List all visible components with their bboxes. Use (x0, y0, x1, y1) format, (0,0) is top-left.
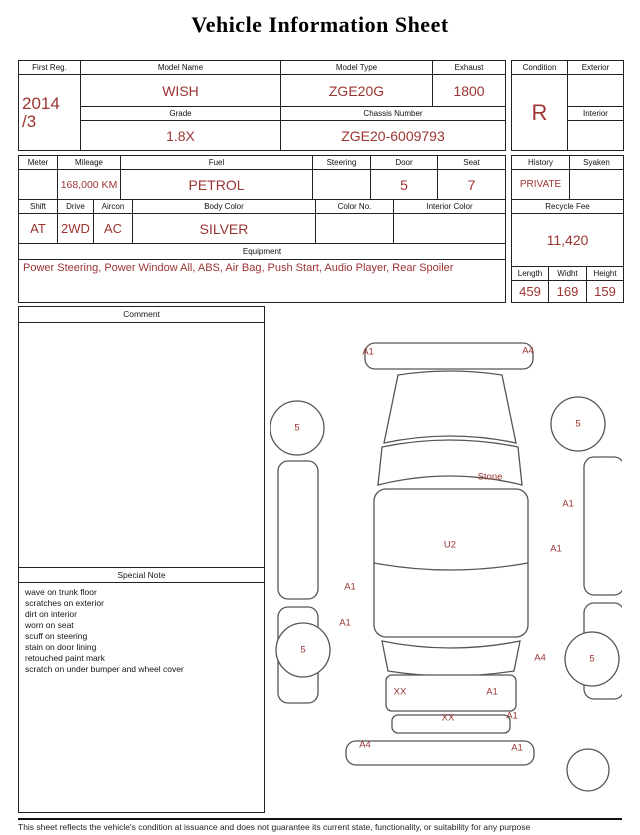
condition-value: R (512, 75, 568, 151)
spec-section (18, 155, 624, 303)
interior-label: Interior (568, 107, 624, 121)
special-note-item: wave on trunk floor (25, 587, 97, 597)
left-door-panel-shape (278, 461, 318, 599)
interior-color-label: Interior Color (394, 200, 506, 214)
special-note-item: scratches on exterior (25, 598, 104, 609)
steering-label: Steering (313, 156, 371, 170)
damage-code-label: A4 (534, 652, 546, 664)
spec-table-row2 (18, 199, 506, 244)
model-type-label: Model Type (281, 61, 433, 75)
fuel-value: PETROL (121, 170, 313, 200)
special-note-item: worn on seat (25, 620, 74, 631)
exterior-label: Exterior (568, 61, 624, 75)
hood-shape (384, 371, 516, 443)
damage-code-label: A4 (359, 739, 371, 751)
equipment-table (18, 243, 506, 303)
syaken-label: Syaken (570, 156, 624, 170)
width-label: Widht (549, 267, 587, 281)
length-value: 459 (512, 281, 549, 303)
width-value: 169 (549, 281, 587, 303)
damage-code-label: Stone (477, 471, 503, 483)
door-value: 5 (371, 170, 438, 200)
interior-value (568, 121, 624, 151)
damage-code-label: A1 (550, 543, 562, 555)
fuel-label: Fuel (121, 156, 313, 170)
recycle-fee-value: 11,420 (512, 214, 624, 267)
height-value: 159 (587, 281, 624, 303)
spare-tire-shape (567, 749, 609, 791)
rear-window-shape (382, 641, 520, 676)
damage-code-label: A1 (344, 581, 356, 593)
top-section (18, 60, 624, 151)
aircon-value: AC (94, 214, 133, 244)
recycle-fee-label: Recycle Fee (512, 200, 624, 214)
special-note-item: dirt on interior (25, 609, 77, 620)
spec-right-stack (511, 155, 624, 303)
special-note-item: scratch on under bumper and wheel cover (25, 664, 184, 675)
spec-left-stack (18, 155, 506, 303)
damage-code-label: A1 (511, 742, 523, 754)
damage-code-label: A1 (506, 710, 518, 722)
model-name-label: Model Name (81, 61, 281, 75)
damage-code-label: XX (441, 712, 455, 724)
steering-value (313, 170, 371, 200)
damage-code-label: A1 (486, 686, 498, 698)
special-note-header: Special Note (19, 567, 264, 583)
meter-value (19, 170, 58, 200)
damage-code-label: A1 (362, 346, 374, 358)
first-reg-value (19, 75, 81, 151)
exhaust-label: Exhaust (433, 61, 506, 75)
special-note-item: retouched paint mark (25, 653, 105, 664)
special-note-list (19, 583, 264, 679)
recycle-fee-table (511, 199, 624, 267)
page-title: Vehicle Information Sheet (191, 12, 449, 37)
interior-color-value (394, 214, 506, 244)
notes-column (18, 306, 265, 813)
seat-label: Seat (438, 156, 506, 170)
right-door-panel-shape (584, 457, 622, 595)
seat-value: 7 (438, 170, 506, 200)
first-reg-month: /3 (22, 111, 37, 131)
history-table (511, 155, 624, 200)
car-outline-graphic (270, 306, 622, 813)
mileage-value: 168,000 KM (58, 170, 121, 200)
equipment-label: Equipment (19, 244, 506, 260)
history-label: History (512, 156, 570, 170)
grade-label: Grade (81, 107, 281, 121)
damage-code-label: 5 (294, 422, 300, 434)
model-type-value: ZGE20G (281, 75, 433, 107)
damage-code-label: 5 (575, 418, 581, 430)
drive-label: Drive (58, 200, 94, 214)
first-reg-label: First Reg. (19, 61, 81, 75)
body-color-value: SILVER (133, 214, 316, 244)
color-no-value (316, 214, 394, 244)
meter-label: Meter (19, 156, 58, 170)
front-bumper-shape (365, 343, 533, 369)
grade-value: 1.8X (81, 121, 281, 151)
exhaust-value: 1800 (433, 75, 506, 107)
special-note-item: stain on door lining (25, 642, 97, 653)
damage-code-label: 5 (300, 644, 306, 656)
spec-table-row1 (18, 155, 506, 200)
shift-value: AT (19, 214, 58, 244)
condition-label: Condition (512, 61, 568, 75)
length-label: Length (512, 267, 549, 281)
comment-body (19, 323, 264, 567)
first-reg-year: 2014 (22, 93, 60, 113)
model-name-value: WISH (81, 75, 281, 107)
comment-header: Comment (19, 307, 264, 323)
chassis-number-value: ZGE20-6009793 (281, 121, 506, 151)
damage-code-label: A1 (562, 498, 574, 510)
mileage-label: Mileage (58, 156, 121, 170)
damage-code-label: A4 (522, 345, 534, 357)
height-label: Height (587, 267, 624, 281)
body-color-label: Body Color (133, 200, 316, 214)
aircon-label: Aircon (94, 200, 133, 214)
drive-value: 2WD (58, 214, 94, 244)
equipment-value: Power Steering, Power Window All, ABS, Air Bag, Push Start, Audio Player, Rear Spoiler (19, 260, 506, 303)
damage-code-label: U2 (443, 539, 457, 551)
damage-code-label: 5 (589, 653, 595, 665)
special-note-item: scuff on steering (25, 631, 88, 642)
damage-diagram (270, 306, 622, 813)
shift-label: Shift (19, 200, 58, 214)
color-no-label: Color No. (316, 200, 394, 214)
exterior-value (568, 75, 624, 107)
history-value: PRIVATE (512, 170, 570, 200)
syaken-value (570, 170, 624, 200)
bottom-section (18, 306, 622, 813)
chassis-number-label: Chassis Number (281, 107, 506, 121)
damage-code-label: A1 (339, 617, 351, 629)
roof-shape (374, 489, 528, 637)
damage-code-label: XX (393, 686, 407, 698)
condition-table (511, 60, 624, 151)
disclaimer-text: This sheet reflects the vehicle's condition at issuance and does not guarantee its current state, functionality, or suitability for any purpose (18, 818, 622, 832)
door-label: Door (371, 156, 438, 170)
registration-table (18, 60, 506, 151)
dimensions-table (511, 266, 624, 303)
rear-bumper-shape (346, 741, 534, 765)
